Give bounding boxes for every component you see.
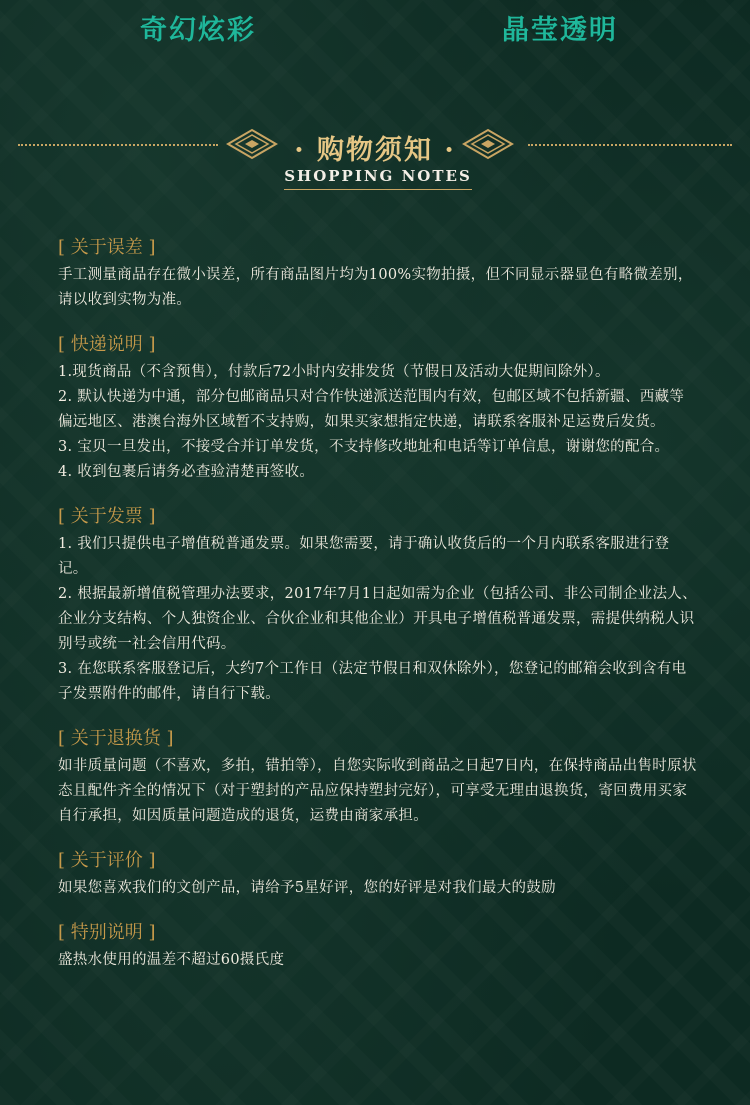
section-paragraph: 盛热水使用的温差不超过60摄氏度 bbox=[58, 952, 285, 968]
section-body bbox=[58, 263, 698, 313]
notes-content bbox=[58, 236, 698, 993]
section-paragraph: 手工测量商品存在微小误差，所有商品图片均为100%实物拍摄，但不同显示器显色有略微差别，请以收到实物为准。 bbox=[58, 267, 693, 308]
section-paragraph: 2. 默认快递为中通，部分包邮商品只对合作快递派送范围内有效，包邮区域不包括新疆、西藏等偏远地区、港澳台海外区域暂不支持购，如果买家想指定快递，请联系客服补足运费后发货。 bbox=[58, 389, 685, 430]
section-paragraph: 4. 收到包裹后请务必查验清楚再签收。 bbox=[58, 464, 315, 480]
section-title: [ 关于退换货 ] bbox=[58, 728, 174, 749]
section-title: [ 关于发票 ] bbox=[58, 506, 156, 527]
section-paragraph: 3. 宝贝一旦发出，不接受合并订单发货，不支持修改地址和电话等订单信息，谢谢您的配合。 bbox=[58, 439, 670, 455]
section-body bbox=[58, 360, 698, 485]
subtitle-wrap bbox=[276, 166, 480, 185]
section-paragraph: 1. 我们只提供电子增值税普通发票。如果您需要，请于确认收货后的一个月内联系客服进行登记。 bbox=[58, 536, 670, 577]
diamond-ornament-icon bbox=[226, 128, 278, 160]
title-banner bbox=[0, 124, 750, 168]
dotted-divider-left bbox=[18, 144, 218, 146]
section-paragraph: 3. 在您联系客服登记后，大约7个工作日（法定节假日和双休除外），您登记的邮箱会收到含有电子发票附件的邮件，请自行下载。 bbox=[58, 661, 687, 702]
header-right-text: 晶莹透明 bbox=[502, 15, 618, 46]
section-paragraph: 2. 根据最新增值税管理办法要求，2017年7月1日起如需为企业（包括公司、非公司制企业法人、企业分支结构、个人独资企业、合伙企业和其他企业）开具电子增值税普通发票，需提供纳税人识别号或统一社会信用代码。 bbox=[58, 586, 697, 652]
section-body bbox=[58, 948, 698, 973]
page-subtitle: SHOPPING NOTES bbox=[284, 167, 472, 190]
diamond-ornament-icon bbox=[462, 128, 514, 160]
notes-section bbox=[58, 849, 698, 901]
section-paragraph: 1.现货商品（不含预售），付款后72小时内安排发货（节假日及活动大促期间除外）。 bbox=[58, 364, 610, 380]
page-title: · 购物须知 · bbox=[294, 135, 456, 166]
section-paragraph: 如果您喜欢我们的文创产品，请给予5星好评，您的好评是对我们最大的鼓励 bbox=[58, 880, 556, 896]
section-body bbox=[58, 754, 698, 829]
section-title: [ 特别说明 ] bbox=[58, 922, 156, 943]
section-title: [ 快递说明 ] bbox=[58, 334, 156, 355]
notes-section bbox=[58, 505, 698, 707]
notes-section bbox=[58, 236, 698, 313]
notes-section bbox=[58, 333, 698, 485]
section-body bbox=[58, 876, 698, 901]
notes-section bbox=[58, 921, 698, 973]
section-paragraph: 如非质量问题（不喜欢，多拍，错拍等），自您实际收到商品之日起7日内，在保持商品出售时原状态且配件齐全的情况下（对于塑封的产品应保持塑封完好），可享受无理由退换货，寄回费用买家自行承担，如因质量问题造成的退货，运费由商家承担。 bbox=[58, 758, 697, 824]
section-body bbox=[58, 532, 698, 707]
section-title: [ 关于误差 ] bbox=[58, 237, 156, 258]
notes-section bbox=[58, 727, 698, 829]
header-left-text: 奇幻炫彩 bbox=[140, 15, 256, 46]
section-title: [ 关于评价 ] bbox=[58, 850, 156, 871]
dotted-divider-right bbox=[528, 144, 732, 146]
